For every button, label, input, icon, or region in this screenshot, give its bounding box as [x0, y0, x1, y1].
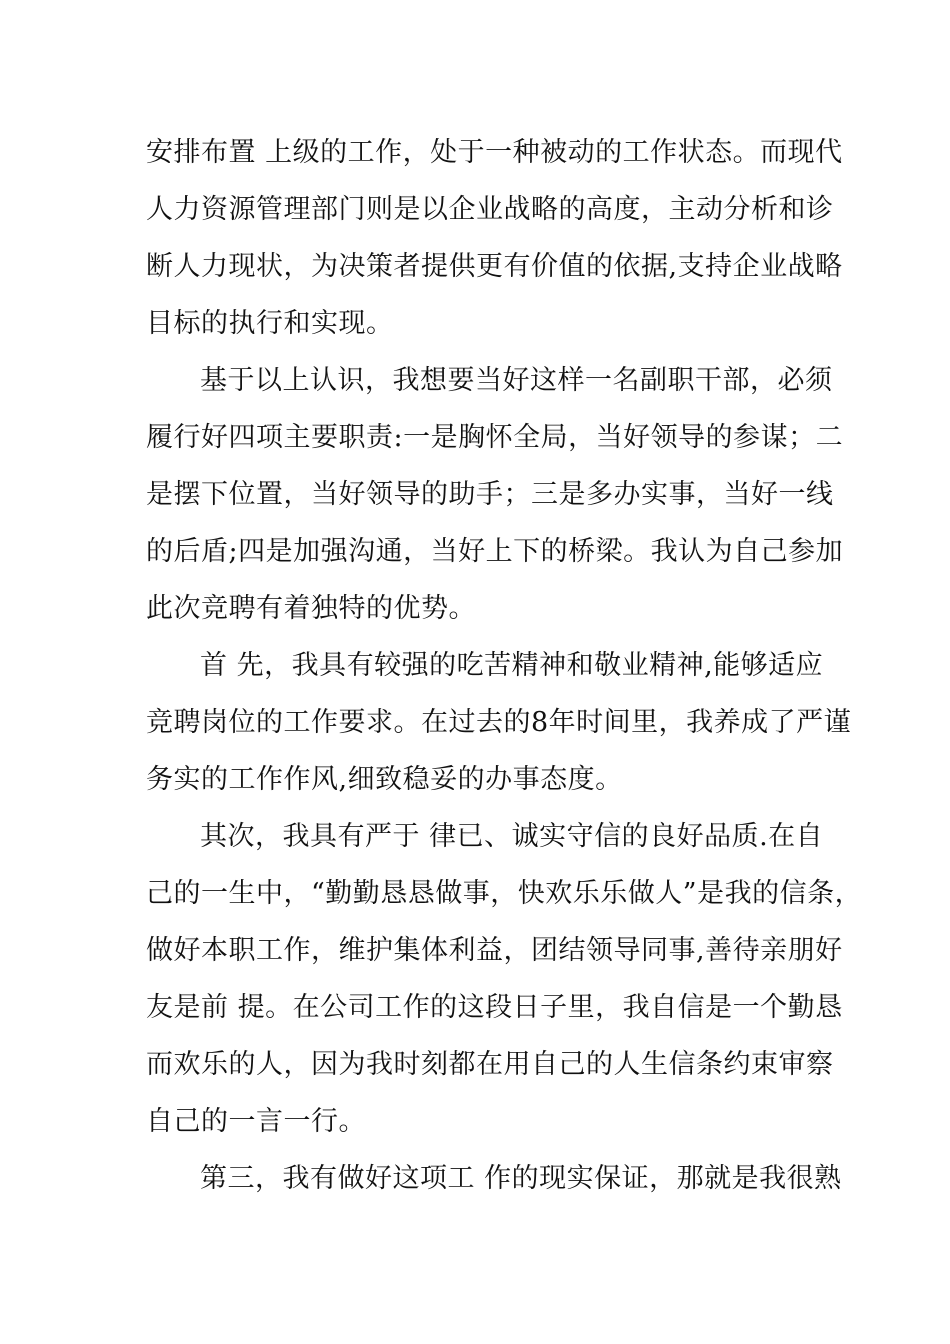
text-line: 自己的一言一行。 — [146, 1106, 366, 1137]
text-line: 首 先，我具有较强的吃苦精神和敬业精神,能够适应 — [200, 650, 824, 681]
text-line: 己的一生中，“勤勤恳恳做事，快欢乐乐做人”是我的信条， — [146, 878, 863, 909]
text-line: 第三，我有做好这项工 作的现实保证，那就是我很熟 — [200, 1163, 842, 1194]
text-line: 其次，我具有严于 律已、诚实守信的良好品质.在自 — [200, 821, 824, 852]
text-line: 友是前 提。在公司工作的这段日子里，我自信是一个勤恳 — [146, 992, 843, 1023]
text-line: 此次竞聘有着独特的优势。 — [146, 593, 476, 624]
text-line: 安排布置 上级的工作，处于一种被动的工作状态。而现代 — [146, 137, 843, 168]
text-line: 的后盾;四是加强沟通，当好上下的桥梁。我认为自己参加 — [146, 536, 844, 567]
text-line: 履行好四项主要职责:一是胸怀全局，当好领导的参谋；二 — [146, 422, 844, 453]
text-line: 竞聘岗位的工作要求。在过去的8年时间里，我养成了严谨 — [146, 707, 852, 738]
text-line: 是摆下位置，当好领导的助手；三是多办实事，当好一线 — [146, 479, 834, 510]
text-line: 务实的工作作风,细致稳妥的办事态度。 — [146, 764, 623, 795]
text-line: 人力资源管理部门则是以企业战略的高度，主动分析和诊 — [146, 194, 834, 225]
text-line: 断人力现状，为决策者提供更有价值的依据,支持企业战略 — [146, 251, 843, 282]
text-line: 做好本职工作，维护集体利益，团结领导同事,善待亲朋好 — [146, 935, 843, 966]
text-line: 而欢乐的人，因为我时刻都在用自己的人生信条约束审察 — [146, 1049, 834, 1080]
text-line: 目标的执行和实现。 — [146, 308, 394, 339]
text-line: 基于以上认识，我想要当好这样一名副职干部，必须 — [200, 365, 833, 396]
